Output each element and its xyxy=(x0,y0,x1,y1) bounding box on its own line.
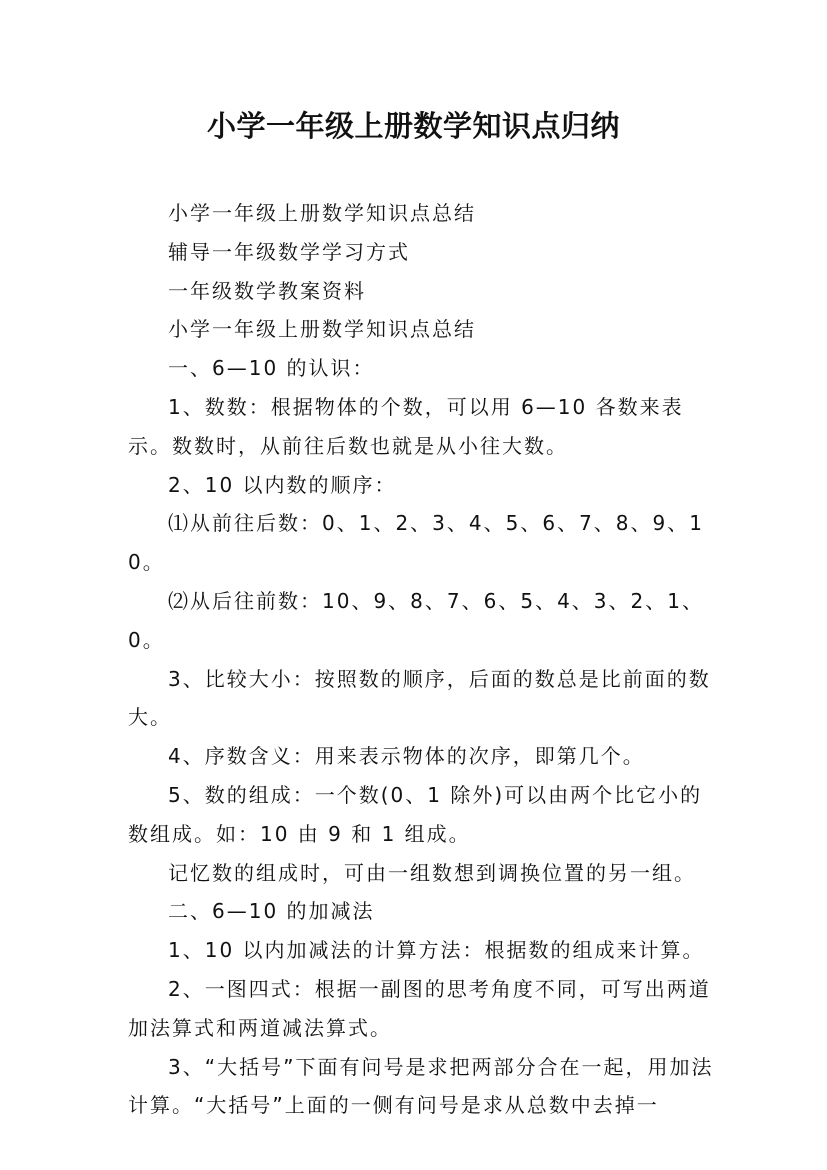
paragraph-comparison: 3、比较大小：按照数的顺序，后面的数总是比前面的数大。 xyxy=(128,666,711,730)
paragraph-summary-2: 小学一年级上册数学知识点总结 xyxy=(168,317,476,342)
paragraph-one-picture-four-equations: 2、一图四式：根据一副图的思考角度不同，可写出两道加法算式和两道减法算式。 xyxy=(128,976,711,1040)
paragraph-memory-tip: 记忆数的组成时，可由一组数想到调换位置的另一组。 xyxy=(168,860,696,885)
paragraph-guidance: 辅导一年级数学学习方式 xyxy=(168,239,410,264)
paragraph-lesson-materials: 一年级数学教案资料 xyxy=(168,278,366,303)
paragraph-order-backward: ⑵从后往前数：10、9、8、7、6、5、4、3、2、1、0。 xyxy=(128,588,704,652)
section-heading-1: 一、6—10 的认识： xyxy=(168,356,375,381)
paragraph-calculation-method: 1、10 以内加减法的计算方法：根据数的组成来计算。 xyxy=(168,938,705,963)
paragraph-order-forward: ⑴从前往后数：0、1、2、3、4、5、6、7、8、9、10。 xyxy=(128,511,704,575)
document-title: 小学一年级上册数学知识点归纳 xyxy=(206,109,620,143)
paragraph-ordinal: 4、序数含义：用来表示物体的次序，即第几个。 xyxy=(168,744,645,769)
paragraph-order-heading: 2、10 以内数的顺序： xyxy=(168,472,397,497)
section-heading-2: 二、6—10 的加减法 xyxy=(168,899,375,924)
document-body xyxy=(128,194,718,1125)
paragraph-brace-problem: 3、“大括号”下面有问号是求把两部分合在一起，用加法计算。“大括号”上面的一侧有问号是求从总数中去掉一 xyxy=(128,1054,714,1118)
paragraph-composition: 5、数的组成：一个数(0、1 除外)可以由两个比它小的数组成。如：10 由 9 和 1 组成。 xyxy=(128,782,703,846)
paragraph-summary-1: 小学一年级上册数学知识点总结 xyxy=(168,201,476,225)
paragraph-counting: 1、数数：根据物体的个数，可以用 6—10 各数来表示。数数时，从前往后数也就是从小往大数。 xyxy=(128,394,684,458)
